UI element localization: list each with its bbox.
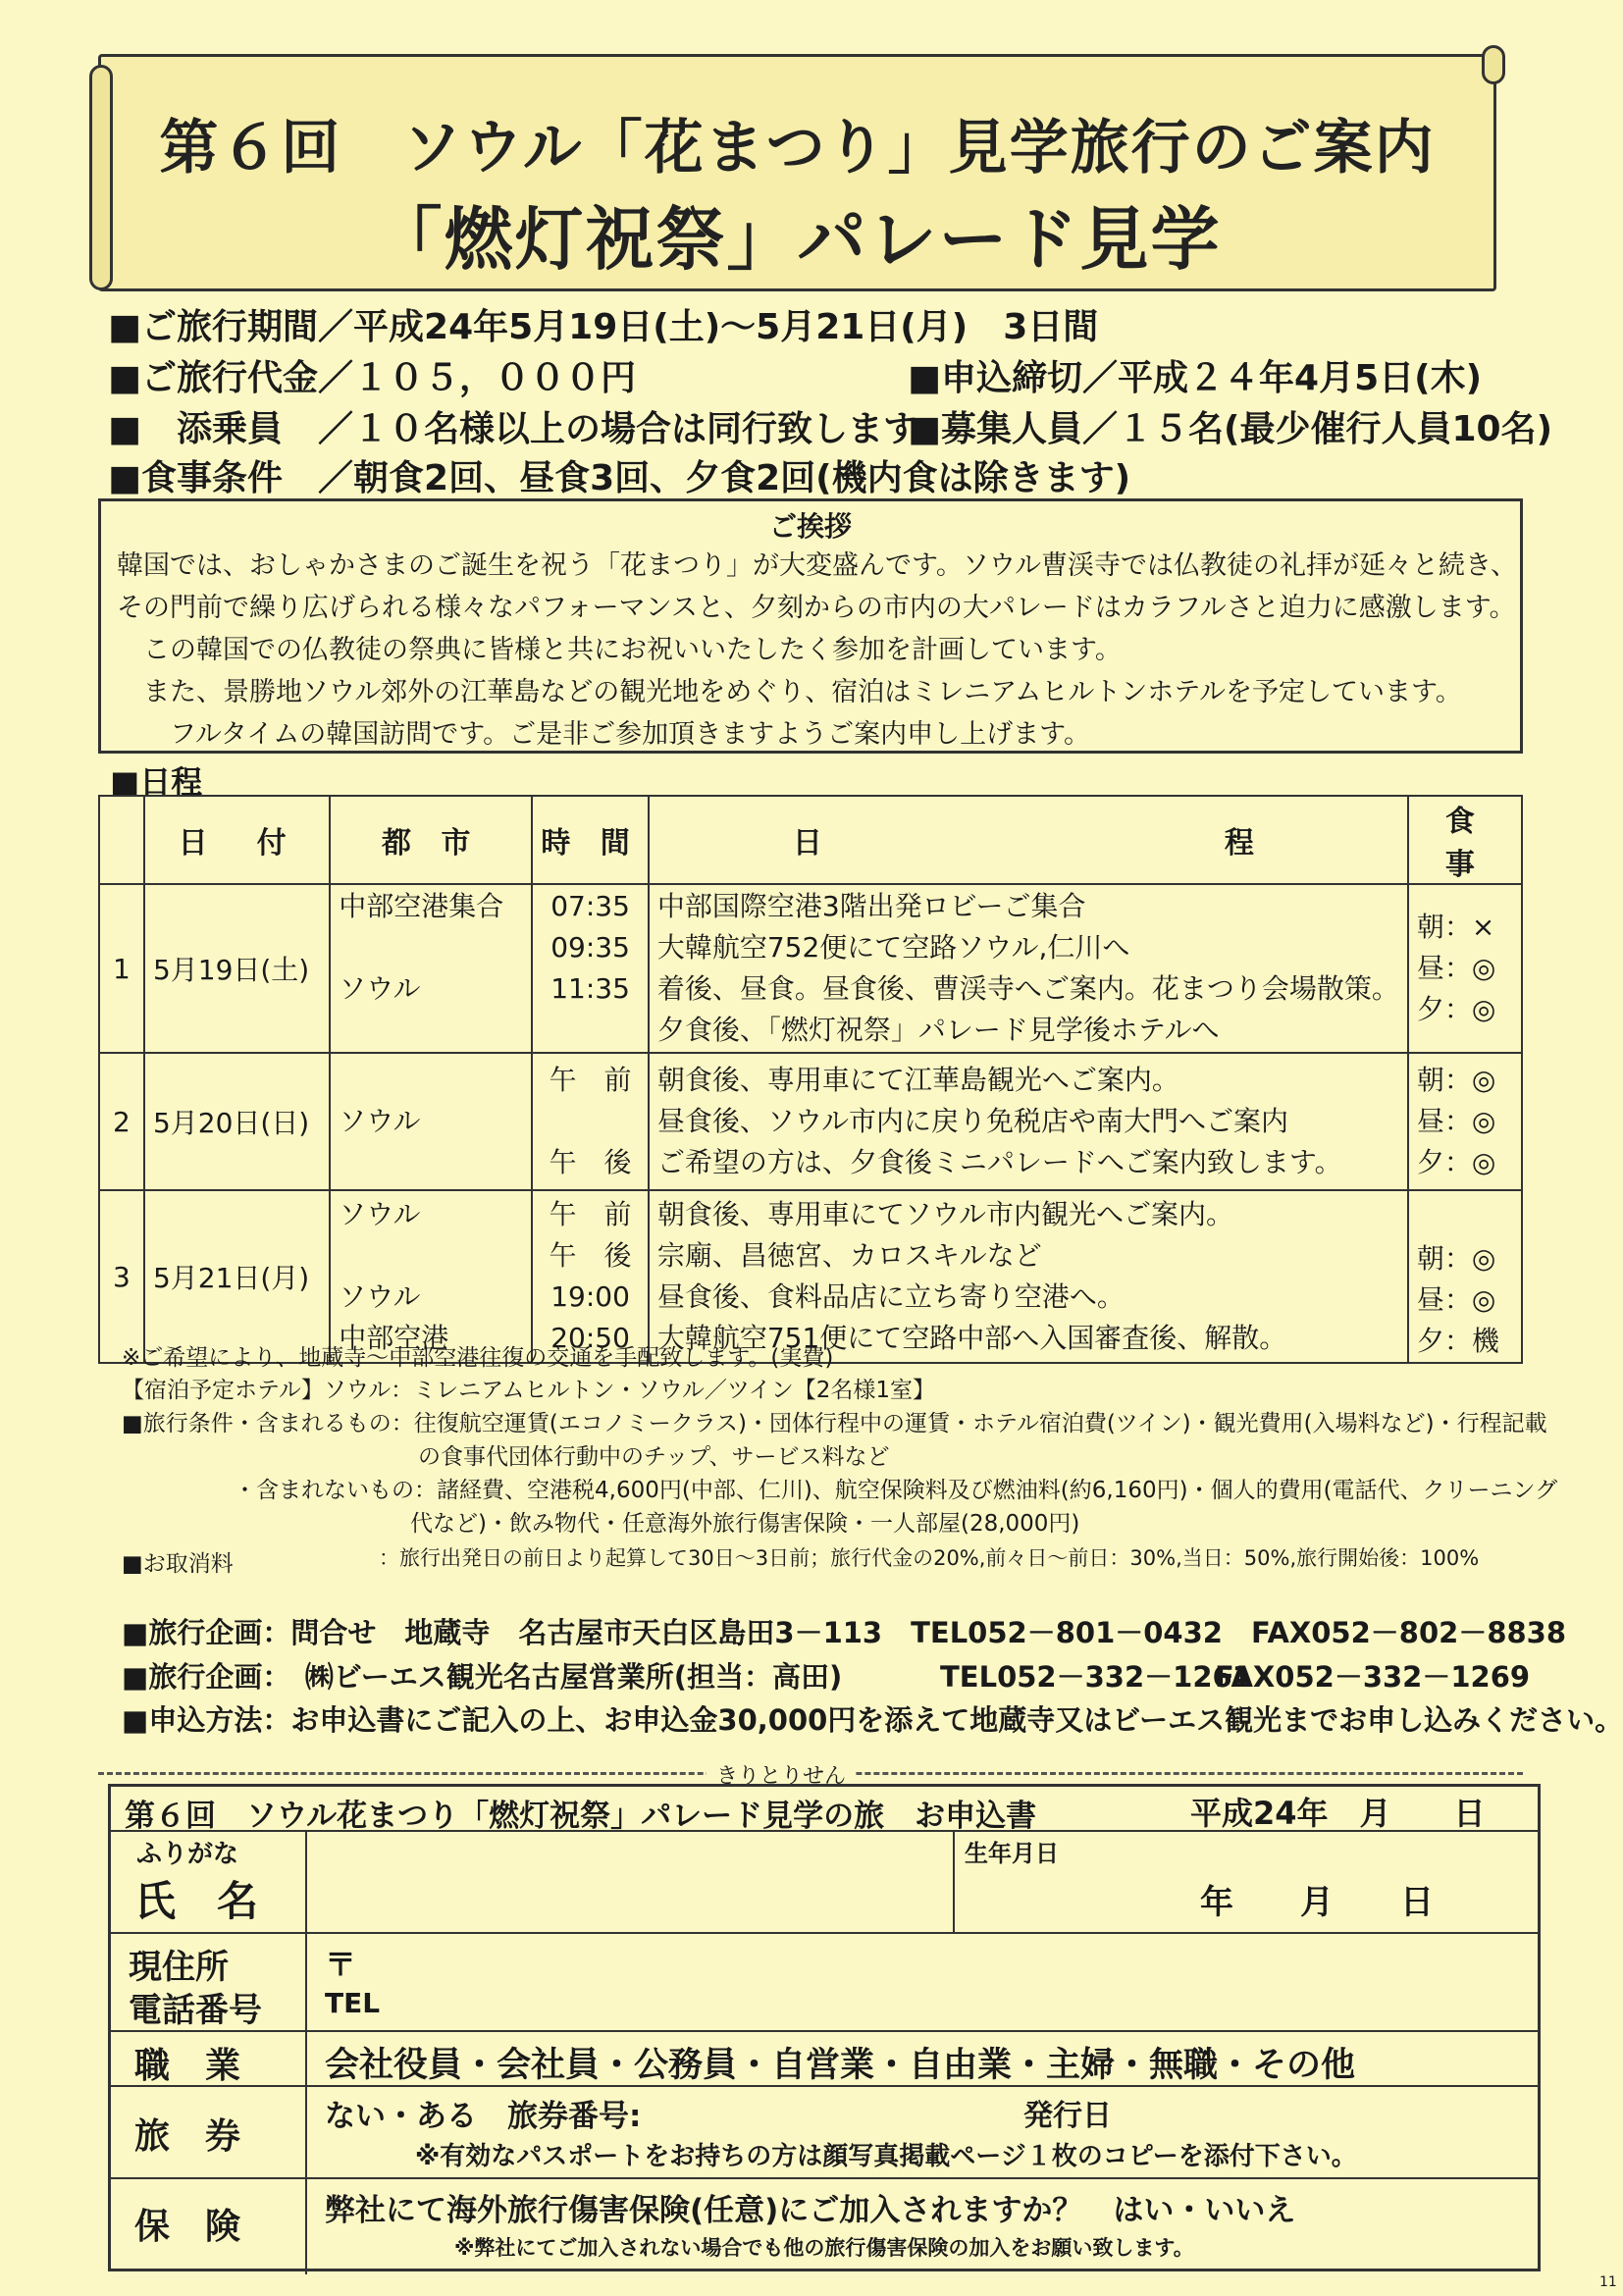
occupation-options: 会社役員・会社員・公務員・自営業・自由業・主婦・無職・その他	[325, 2046, 1356, 2085]
header-meal: 食 事	[1408, 796, 1522, 884]
schedule-label: ■日程	[110, 763, 203, 801]
transport-note: ※ご希望により、地蔵寺～中部空港往復の交通を手配致します。(実費)	[122, 1345, 834, 1371]
day-number: 3	[99, 1190, 144, 1363]
insurance-label: 保 険	[134, 2207, 241, 2247]
greeting-line: フルタイムの韓国訪問です。ご是非ご参加頂きますようご案内申し上げます。	[117, 719, 1090, 750]
header-itinerary: 日 程	[649, 796, 1408, 884]
day-itinerary: 朝食後、専用車にて江華島観光へご案内。 昼食後、ソウル市内に戻り免税店や南大門へご案内 ご希望の方は、夕食後ミニパレードへご案内致します。	[649, 1053, 1408, 1190]
title-banner	[98, 54, 1496, 291]
scroll-curl-right	[1482, 45, 1505, 84]
agency-fax: FAX052－332－1269	[1215, 1660, 1531, 1694]
header-date: 日 付	[144, 796, 330, 884]
passport-note: ※有効なパスポートをお持ちの方は顔写真掲載ページ１枚のコピーを添付下さい。	[415, 2142, 1357, 2171]
page-mark: 11	[1599, 2274, 1617, 2290]
schedule-header-row	[99, 796, 1522, 884]
greeting-heading: ご挨拶	[768, 510, 852, 543]
excluded-items: ・含まれないもの：諸経費、空港税4,600円(中部、仁川)、航空保険料及び燃油料(約6,160円)・個人的費用(電話代、クリーニング	[234, 1478, 1558, 1503]
furigana-label: ふりがな	[136, 1840, 239, 1869]
name-label: 氏 名	[134, 1877, 259, 1925]
greeting-line: 韓国では、おしゃかさまのご誕生を祝う「花まつり」が大変盛んです。ソウル曹渓寺では仏教徒の礼拝が延々と続き、	[117, 550, 1517, 581]
day-meals: 朝：◎ 昼：◎ 夕：機	[1408, 1190, 1522, 1363]
greeting-box	[98, 498, 1523, 754]
application-deadline: ■申込締切／平成２４年4月5日(木)	[908, 358, 1483, 398]
phone-label: 電話番号	[129, 1991, 262, 2030]
table-row	[99, 1190, 1522, 1363]
day-date: 5月21日(月)	[144, 1190, 330, 1363]
passport-label: 旅 券	[134, 2116, 241, 2157]
header-time: 時 間	[532, 796, 649, 884]
greeting-line: また、景勝地ソウル郊外の江華島などの観光地をめぐり、宿泊はミレニアムヒルトンホテルを予定しています。	[117, 677, 1462, 707]
day-number: 1	[99, 884, 144, 1053]
form-title: 第６回 ソウル花まつり「燃灯祝祭」パレード見学の旅 お申込書	[125, 1799, 1037, 1834]
day-date: 5月19日(土)	[144, 884, 330, 1053]
day-cities: ソウル	[330, 1053, 532, 1190]
postal-mark: 〒	[325, 1946, 357, 1983]
form-date: 平成24年 月 日	[1190, 1795, 1486, 1832]
capacity-info: ■募集人員／１５名(最少催行人員10名)	[908, 409, 1553, 449]
day-meals: 朝：◎ 昼：◎ 夕：◎	[1408, 1053, 1522, 1190]
day-times: 07:35 09:35 11:35	[532, 884, 649, 1053]
excluded-items-cont: 代など)・飲み物代・任意海外旅行傷害保険・一人部屋(28,000円)	[410, 1511, 1080, 1537]
hotel-note: 【宿泊予定ホテル】ソウル：ミレニアムヒルトン・ソウル／ツイン【2名様1室】	[122, 1378, 935, 1403]
cancellation-fees: ：旅行出発日の前日より起算して30日～3日前；旅行代金の20%,前々日～前日：30%,当日：50%,旅行開始後：100%	[379, 1546, 1480, 1570]
day-times: 午 前 午 後	[532, 1053, 649, 1190]
day-times: 午 前 午 後 19:00 20:50	[532, 1190, 649, 1363]
contact-agency: ■旅行企画： ㈱ビーエス観光名古屋営業所(担当：高田)	[122, 1660, 843, 1694]
address-label: 現住所	[129, 1948, 229, 1987]
greeting-line: その門前で繰り広げられる様々なパフォーマンスと、夕刻からの市内の大パレードはカラフルさと迫力に感激します。	[117, 593, 1516, 623]
greeting-line: この韓国での仏教徒の祭典に皆様と共にお祝いいたしたく参加を計画しています。	[117, 635, 1122, 665]
day-cities: ソウル ソウル 中部空港	[330, 1190, 532, 1363]
sub-title: 「燃灯祝祭」パレード見学	[373, 199, 1222, 280]
occupation-label: 職 業	[134, 2046, 241, 2086]
meal-conditions: ■食事条件 ／朝食2回、昼食3回、夕食2回(機内食は除きます)	[108, 458, 1131, 498]
day-cities: 中部空港集合 ソウル	[330, 884, 532, 1053]
included-items: ■旅行条件・含まれるもの：往復航空運賃(エコノミークラス)・団体行程中の運賃・ホテル宿泊費(ツイン)・観光費用(入場料など)・行程記載	[122, 1411, 1547, 1436]
insurance-note: ※弊社にてご加入されない場合でも他の旅行傷害保険の加入をお願い致します。	[454, 2236, 1194, 2260]
schedule-table	[98, 795, 1523, 1364]
passport-issue-date: 発行日	[1023, 2099, 1112, 2133]
table-row	[99, 884, 1522, 1053]
header-city: 都 市	[330, 796, 532, 884]
agency-tel: TEL052－332－1261	[940, 1660, 1252, 1694]
birthdate-label: 生年月日	[965, 1840, 1059, 1867]
day-number: 2	[99, 1053, 144, 1190]
cancellation-label: ■お取消料	[122, 1551, 234, 1577]
tel-mark: TEL	[325, 1987, 381, 2019]
insurance-question: 弊社にて海外旅行傷害保険(任意)にご加入されますか？ はい・いいえ	[325, 2193, 1296, 2228]
escort-info: ■ 添乗員 ／１０名様以上の場合は同行致します	[108, 409, 919, 449]
cut-line-label: きりとりせん	[707, 1759, 856, 1790]
passport-value: ない・ある 旅券番号:	[325, 2099, 642, 2134]
table-row	[99, 1053, 1522, 1190]
contact-organizer: ■旅行企画：問合せ 地蔵寺 名古屋市天白区島田3－113 TEL052－801－0432 FAX052－802－8838	[122, 1616, 1567, 1649]
application-form	[108, 1784, 1541, 2271]
day-meals: 朝：× 昼：◎ 夕：◎	[1408, 884, 1522, 1053]
birthdate-value: 年 月 日	[1200, 1883, 1434, 1922]
day-itinerary: 中部国際空港3階出発ロビーご集合 大韓航空752便にて空路ソウル,仁川へ 着後、昼食。昼食後、曹渓寺へご案内。花まつり会場散策。 夕食後、「燃灯祝祭」パレード見学後ホテルへ	[649, 884, 1408, 1053]
travel-period: ■ご旅行期間／平成24年5月19日(土)～5月21日(月) 3日間	[108, 307, 1099, 347]
main-title: 第６回 ソウル「花まつり」見学旅行のご案内	[159, 114, 1436, 183]
included-items-cont: の食事代団体行動中のチップ、サービス料など	[418, 1444, 890, 1470]
travel-price: ■ご旅行代金／１０５，０００円	[108, 358, 637, 398]
day-date: 5月20日(日)	[144, 1053, 330, 1190]
application-method: ■申込方法：お申込書にご記入の上、お申込金30,000円を添えて地蔵寺又はビーエス観光までお申し込みください。	[122, 1703, 1623, 1737]
day-itinerary: 朝食後、専用車にてソウル市内観光へご案内。 宗廟、昌徳宮、カロスキルなど 昼食後、食料品店に立ち寄り空港へ。 大韓航空751便にて空路中部へ入国審査後、解散。	[649, 1190, 1408, 1363]
